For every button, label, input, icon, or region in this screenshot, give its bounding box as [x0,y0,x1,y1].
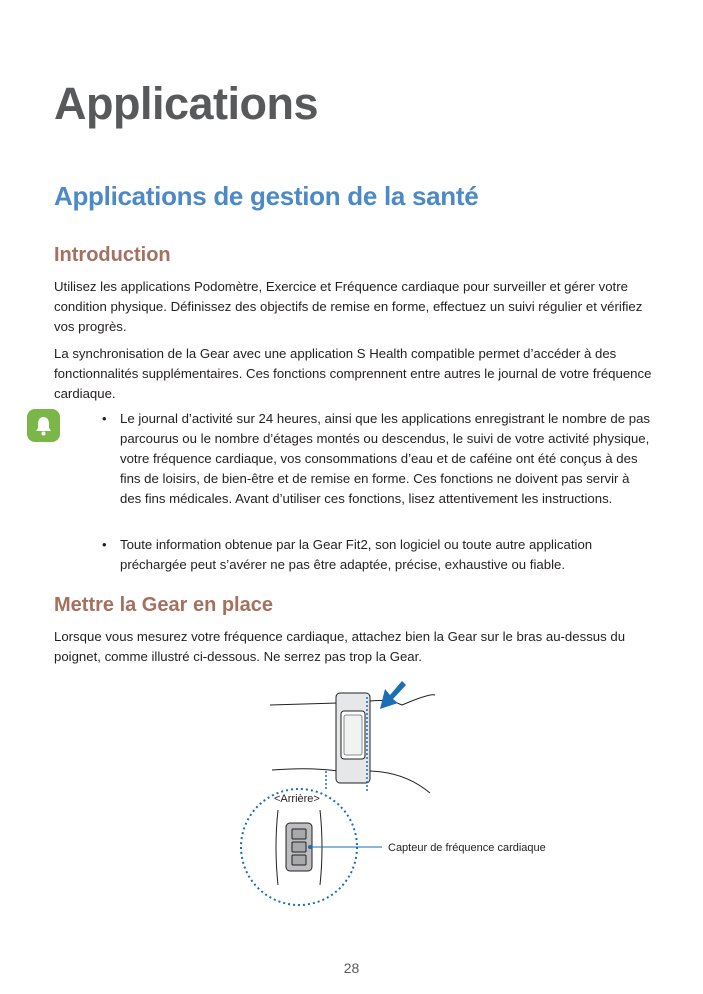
introduction-heading: Introduction [54,244,171,266]
note-icon-badge [27,409,60,442]
page-title: Applications [54,78,319,129]
note-bullet-1: Le journal d’activité sur 24 heures, ainsi que les applications enregistrant le nombre de pas parcourus ou le nombre d’étages montés ou descendus, le suivi de votre activité physique, votre fréquence cardiaque, vos consommations d’eau et de caféine ont été conçus à des fins de loisirs, de bien-être et de remise en forme. Ces fonctions ne doivent pas servir à des fins médicales. Avant d’utiliser ces fonctions, lisez attentivement les instructions. [120,411,651,506]
wear-heading: Mettre la Gear en place [54,594,273,616]
wear-illustration [230,675,670,910]
heart-rate-sensor-label: Capteur de fréquence cardiaque [388,842,546,854]
note-bullet-1-symbol: • [102,411,107,426]
section-title: Applications de gestion de la santé [54,181,479,211]
wear-paragraph: Lorsque vous mesurez votre fréquence cardiaque, attachez bien la Gear sur le bras au-dessus du poignet, comme illustré ci-dessous. Ne serrez pas trop la Gear. [54,629,626,664]
note-bullet-2: Toute information obtenue par la Gear Fit2, son logiciel ou toute autre application préchargée peut s’avérer ne pas être adaptée, précise, exhaustive ou fiable. [120,537,593,572]
note-bullet-2-symbol: • [102,537,107,552]
introduction-paragraph-2: La synchronisation de la Gear avec une application S Health compatible permet d’accéder à des fonctionnalités supplémentaires. Ces fonctions comprennent entre autres le journal de votre fréquence cardiaque. [54,346,652,401]
page-number: 28 [343,960,360,976]
bell-icon [27,409,60,442]
introduction-paragraph-1: Utilisez les applications Podomètre, Exercice et Fréquence cardiaque pour surveiller et gérer votre condition physique. Définissez des objectifs de remise en forme, effectuez un suivi régulier et vérifiez vos progrès. [54,279,643,334]
back-view-label: <Arrière> [274,793,320,805]
